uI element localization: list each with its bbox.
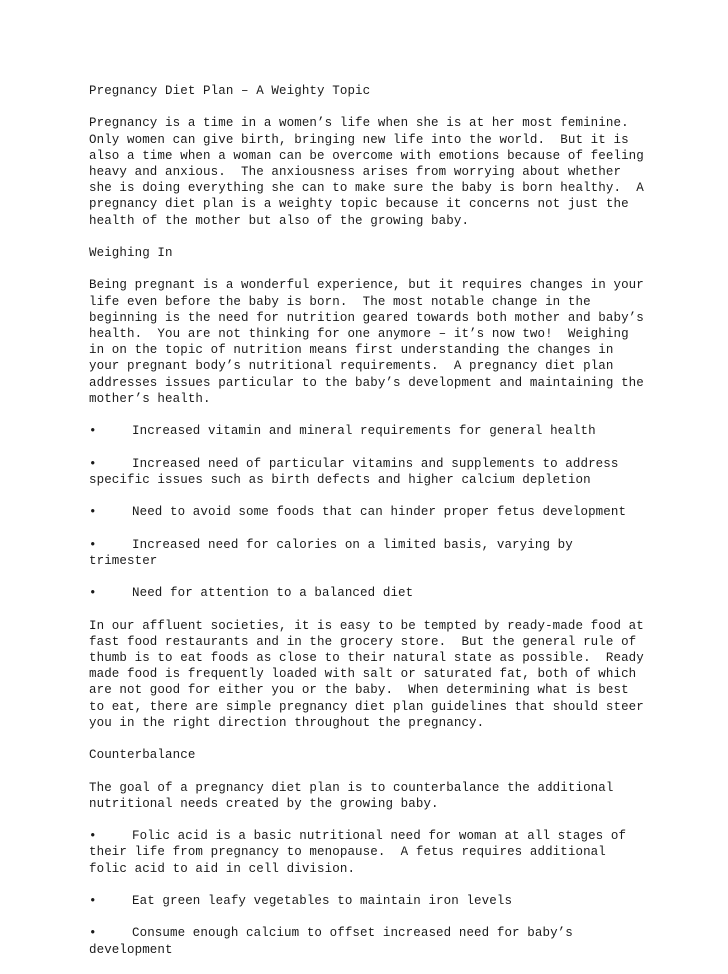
- counterbalance-paragraph: The goal of a pregnancy diet plan is to counterbalance the additional nutritional needs created by the growing baby.: [89, 780, 614, 811]
- bullet-item: [89, 893, 649, 909]
- bullet-item: [89, 537, 649, 569]
- affluent-societies-paragraph: In our affluent societies, it is easy to be tempted by ready-made food at fast food restaurants and in the grocery store. But the general rule of thumb is to eat foods as close to their natural state as possible. Ready made food is frequently loaded with salt or saturated fat, both of which are not good for either you or the baby. When determining what is best to eat, there are simple pregnancy diet plan guidelines that should steer you in the right direction throughout the pregnancy.: [89, 618, 644, 730]
- intro-paragraph: Pregnancy is a time in a women’s life when she is at her most feminine. Only women can give birth, bringing new life into the world. But it is also a time when a woman can be overcome with emotions because of feeling heavy and anxious. The anxiousness arises from worrying about whether she is doing everything she can to make sure the baby is born healthy. A pregnancy diet plan is a weighty topic because it concerns not just the health of the mother but also of the growing baby.: [89, 116, 644, 228]
- bullet-text: Need for attention to a balanced diet: [132, 586, 414, 601]
- bullet-icon: •: [89, 926, 97, 941]
- section-heading-weighing-in: Weighing In: [89, 246, 173, 260]
- bullet-text: Need to avoid some foods that can hinder proper fetus development: [132, 505, 627, 520]
- bullet-icon: •: [89, 537, 97, 552]
- bullet-icon: •: [89, 505, 97, 520]
- bullet-item: [89, 423, 649, 439]
- bullet-text: Increased need of particular vitamins and supplements to address specific issues such as birth defects and higher calcium depletion: [89, 456, 619, 487]
- document-page: [89, 83, 649, 974]
- bullet-text: Increased vitamin and mineral requirements for general health: [132, 424, 596, 439]
- document-title: Pregnancy Diet Plan – A Weighty Topic: [89, 84, 371, 98]
- section-heading-counterbalance: Counterbalance: [89, 748, 196, 763]
- bullet-item: [89, 456, 649, 488]
- bullet-text: Consume enough calcium to offset increased need for baby’s development: [89, 926, 573, 957]
- bullet-text: Increased need for calories on a limited basis, varying by trimester: [89, 537, 573, 568]
- bullet-item: [89, 828, 649, 877]
- bullet-text: Folic acid is a basic nutritional need for woman at all stages of their life from pregnancy to menopause. A fetus requires additional folic acid to aid in cell division.: [89, 829, 627, 876]
- bullet-item: [89, 504, 649, 520]
- bullet-icon: •: [89, 829, 97, 844]
- weighing-in-paragraph: Being pregnant is a wonderful experience, but it requires changes in your life even before the baby is born. The most notable change in the beginning is the need for nutrition geared towards both mother and baby’s health. You are not thinking for one anymore – it’s now two! Weighing in on the topic of nutrition means first understanding the changes in your pregnant body’s nutritional requirements. A pregnancy diet plan addresses issues particular to the baby’s development and maintaining the mother’s health.: [89, 278, 644, 406]
- bullet-text: Eat green leafy vegetables to maintain iron levels: [132, 893, 513, 908]
- bullet-icon: •: [89, 424, 97, 439]
- bullet-icon: •: [89, 456, 97, 471]
- bullet-icon: •: [89, 586, 97, 601]
- bullet-item: [89, 585, 649, 601]
- bullet-icon: •: [89, 893, 97, 908]
